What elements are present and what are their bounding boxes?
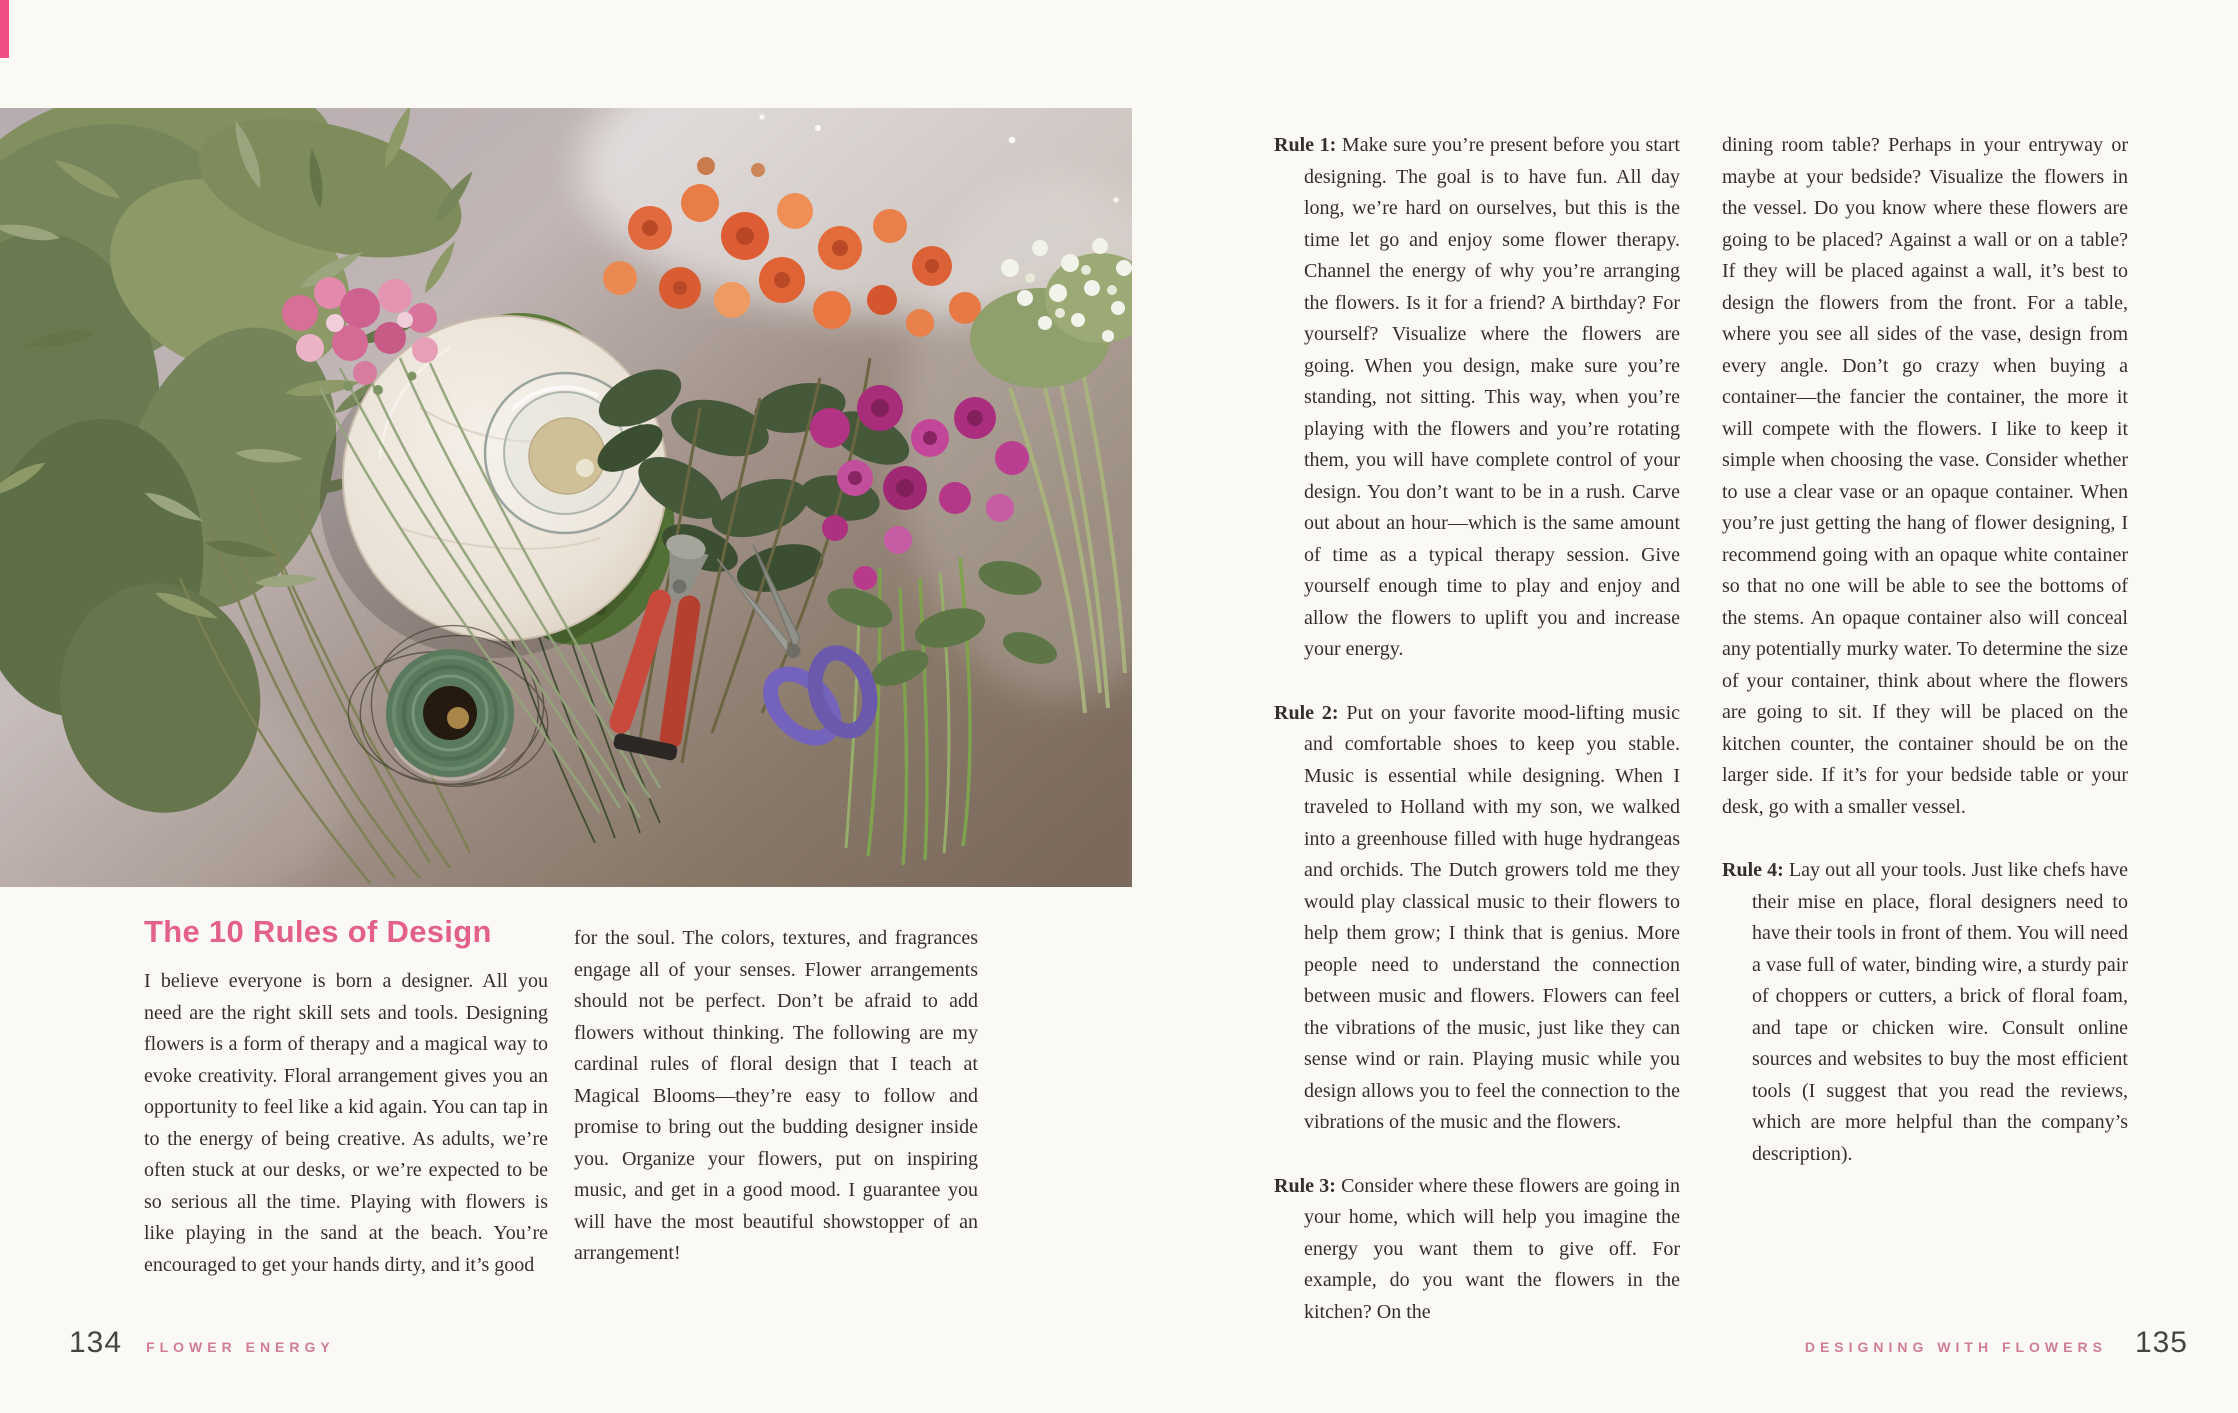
rule-1-text: Make sure you’re present before you start designing. The goal is to have fun. All day long, we’re hard on ourselves, but this is the time let go and enjoy some flower therapy. Channel the energy of why you’re arranging the flowers. Is it for a friend? A birthday? For yourself? Visualize where the flowers are going. When you design, make sure you’re standing, not sitting. This way, when you’re playing with the flowers and you’re rotating them, you will have complete control of your design. You don’t want to be in a rush. Carve out about an hour—which is the same amount of time as a typical therapy session. Give yourself enough time to play and enjoy and allow the flowers to uplift you and increase your energy.	[1304, 134, 1680, 660]
right-footer	[1805, 1326, 2188, 1360]
right-column-1	[1274, 130, 1680, 1328]
left-column-2	[574, 914, 978, 1281]
rule-2-label: Rule 2:	[1274, 701, 1339, 724]
left-page-number: 134	[69, 1326, 123, 1359]
left-column-2-paragraph: for the soul. The colors, textures, and fragrances engage all of your senses. Flower arrangements should not be perfect. Don’t be afraid to add flowers without thinking. The following are my cardinal rules of floral design that I teach at Magical Blooms—they’re easy to follow and promise to bring out the budding designer inside you. Organize your flowers, put on inspiring music, and get in a good mood. I guarantee you will have the most beautiful showstopper of an arrangement!	[574, 927, 978, 1264]
left-page-text	[144, 914, 978, 1281]
rule-3-continued-paragraph: dining room table? Perhaps in your entryway or maybe at your bedside? Visualize the flowers in the vessel. Do you know where these flowers are going to be placed? Against a wall or on a table? If they will be placed against a wall, it’s best to design the flowers from the front. For a table, where you see all sides of the vase, design from every angle. Don’t go crazy when buying a container—the fancier the container, the more it will compete with the flowers. I like to keep it simple when choosing the vase. Consider whether to use a clear vase or an opaque container. When you’re just getting the hang of flower designing, I recommend going with an opaque white container so that no one will be able to see the bottoms of the stems. An opaque container also will conceal any potentially murky water. To determine the size of your container, think about where the flowers are going to sit. If they will be placed on the kitchen counter, the container should be on the larger side. If it’s for your bedside table or your desk, go with a smaller vessel.	[1722, 134, 2128, 818]
left-footer	[69, 1326, 335, 1360]
left-section-label: FLOWER ENERGY	[146, 1339, 335, 1355]
rule-4-text: Lay out all your tools. Just like chefs have their mise en place, floral designers need to have their tools in front of them. You will need a vase full of water, binding wire, a sturdy pair of choppers or cutters, a brick of floral foam, and tape or chicken wire. Consult online sources and websites to buy the most efficient tools (I suggest that you read the reviews, which are more helpful than the company’s description).	[1752, 859, 2129, 1165]
right-page-number: 135	[2134, 1326, 2188, 1359]
page-corner-mark	[0, 0, 9, 58]
rule-1-paragraph	[1274, 130, 1680, 666]
rule-2-text: Put on your favorite mood-lifting music and comfortable shoes to keep you stable. Music is essential while designing. When I traveled to Holland with my son, we walked into a greenhouse filled with huge hydrangeas and orchids. The Dutch growers told me they would play classical music to their flowers to help them grow; I think that is genius. More people need to understand the connection between music and flowers. Flowers can feel the vibrations of the music, just like they can sense wind or rain. Playing music while you design allows you to feel the connection to the vibrations of the music and the flowers.	[1304, 701, 1681, 1133]
left-column-1-paragraph: I believe everyone is born a designer. All you need are the right skill sets and tools. Designing flowers is a form of therapy and a magical way to evoke creativity. Floral arrangement gives you an opportunity to feel like a kid again. You can tap in to the energy of being creative. As adults, we’re often stuck at our desks, or we’re expected to be so serious all the time. Playing with flowers is like playing in the sand at the beach. You’re encouraged to get your hands dirty, and it’s good	[144, 970, 548, 1276]
rule-3-label: Rule 3:	[1274, 1174, 1336, 1197]
rule-1-label: Rule 1:	[1274, 134, 1337, 156]
right-column-2	[1722, 130, 2128, 1328]
left-column-1	[144, 914, 548, 1281]
rule-4-label: Rule 4:	[1722, 859, 1784, 881]
page-title: The 10 Rules of Design	[144, 914, 492, 949]
rule-2-paragraph	[1274, 698, 1680, 1139]
rule-3-text: Consider where these flowers are going in your home, which will help you imagine the energy you want them to give off. For example, do you want the flowers in the kitchen? On the	[1304, 1174, 1680, 1323]
rule-4-paragraph	[1722, 855, 2128, 1170]
flowers-photo	[0, 108, 1132, 887]
right-page-text	[1274, 130, 2128, 1328]
rule-3-paragraph	[1274, 1171, 1680, 1329]
right-section-label: DESIGNING WITH FLOWERS	[1804, 1339, 2107, 1355]
